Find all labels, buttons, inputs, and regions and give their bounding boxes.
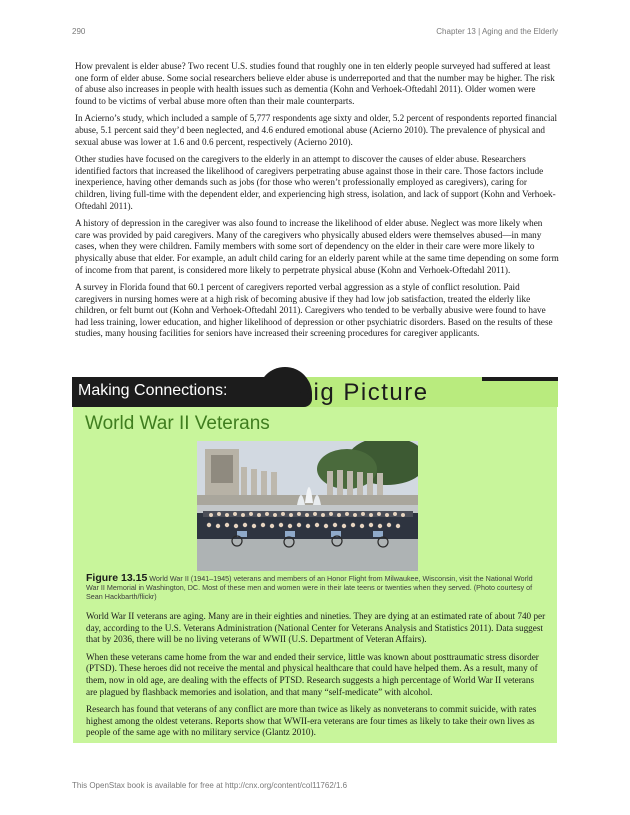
banner-the-label: the: [330, 368, 344, 379]
feature-box: [73, 407, 557, 743]
paragraph: Other studies have focused on the caregivers to the elderly in an attempt to discover the causes of elder abuse. Researchers identified factors that increased the likelihood of caregivers perpetrating abuse against those in their care. Those factors include inexperience, having other demands such as jobs (for those who weren’t professionally employed as caregivers), caring for children, living full-time with the dependent elder, and experiencing high stress, isolation, and lack of support (Kohn and Verhoek-Oftedahl 2011).: [75, 154, 556, 211]
figure-caption: [86, 574, 546, 601]
figure-label: Figure 13.15: [86, 572, 148, 584]
big-picture-banner: [72, 368, 558, 407]
page-number: 290: [72, 27, 86, 36]
feature-paragraph: Research has found that veterans of any conflict are more than twice as likely as nonveterans to commit suicide, with rates highest among the oldest veterans. Reports show that WWII-era veterans are four times as likely to take their own lives as people of the same age with no military service (Glantz 2010).: [86, 704, 537, 738]
feature-paragraph: World War II veterans are aging. Many are in their eighties and nineties. They are dying at an estimated rate of about 740 per day, according to the U.S. Veterans Administration (National Center for Veterans Analysis and Statistics 2011). Data suggest that by 2036, there will be no living veterans of WWII (U.S. Department of Veteran Affairs).: [86, 611, 546, 645]
photo-illustration: [197, 441, 418, 571]
chapter-title: Chapter 13 | Aging and the Elderly: [436, 27, 558, 36]
banner-end-bar: [482, 377, 558, 407]
figure-caption-text: World War II (1941–1945) veterans and members of an Honor Flight from Milwaukee, Wisconsin, visit the National World War II Memorial in Washington, DC. Most of these men and women were in their late teens or twenties when they served. (Photo courtesy of Sean Hackbarth/flickr): [86, 574, 533, 601]
making-connections-label: Making Connections:: [78, 382, 228, 399]
footer-text: This OpenStax book is available for free at http://cnx.org/content/col11762/1.6: [72, 781, 348, 790]
feature-title: World War II Veterans: [85, 413, 270, 434]
feature-paragraph: When these veterans came home from the war and ended their service, little was known about posttraumatic stress disorder (PTSD). These heroes did not receive the mental and physical healthcare that could have helped them. As a result, many of them, now in old age, are dealing with the effects of PTSD. Research suggests a high percentage of World War II veterans are plagued by flashback memories and isolation, and that many “self-medicate” with alcohol.: [86, 651, 539, 697]
paragraph: A history of depression in the caregiver was also found to increase the likelihood of elder abuse. Neglect was more likely when care was provided by paid caregivers. Many of the caregivers who physically abused elders were themselves abused—in many cases, when they were children. Family members with some sort of dependency on the elder in their care were more likely to physically abuse that elder. For example, an adult child caring for an elderly parent while at the same time depending on some form of income from that parent, is considered more likely to perpetrate physical abuse (Kohn and Verhoek-Oftedahl 2011).: [75, 218, 559, 275]
main-text: [75, 61, 559, 346]
paragraph: In Acierno’s study, which included a sample of 5,777 respondents age sixty and older, 5.2 percent of respondents reported financial abuse, 5.1 percent said they’d been neglected, and 4.6 endured emotional abuse (Acierno 2010). The prevalence of physical and sexual abuse was lower at 1.6 and 0.6 percent, respectively (Acierno 2010).: [75, 113, 558, 147]
paragraph: A survey in Florida found that 60.1 percent of caregivers reported verbal aggression as a style of conflict resolution. Paid caregivers in nursing homes were at a high risk of becoming abusive if they had low job satisfaction, treated the elderly like children, or felt burnt out (Kohn and Verhoek-Oftedahl 2011). Caregivers who tended to be verbally abusive were found to have had less training, lower education, and higher likelihood of depression or other psychiatric disorders. Based on the results of these studies, many housing facilities for seniors have increased their screening procedures for caregiver applicants.: [75, 282, 553, 339]
paragraph: How prevalent is elder abuse? Two recent U.S. studies found that roughly one in ten elderly people surveyed had suffered at least one form of elder abuse. Some social researchers believe elder abuse is underreported and that the number may be higher. The risk of abuse also increases in people with health issues such as dementia (Kohn and Verhoek-Oftedahl 2011). Older women were found to be victims of verbal abuse more often than their male counterparts.: [75, 61, 555, 106]
veterans-memorial-photo: [197, 441, 418, 571]
feature-body: [86, 611, 546, 745]
big-picture-label: Big Picture: [296, 379, 429, 406]
